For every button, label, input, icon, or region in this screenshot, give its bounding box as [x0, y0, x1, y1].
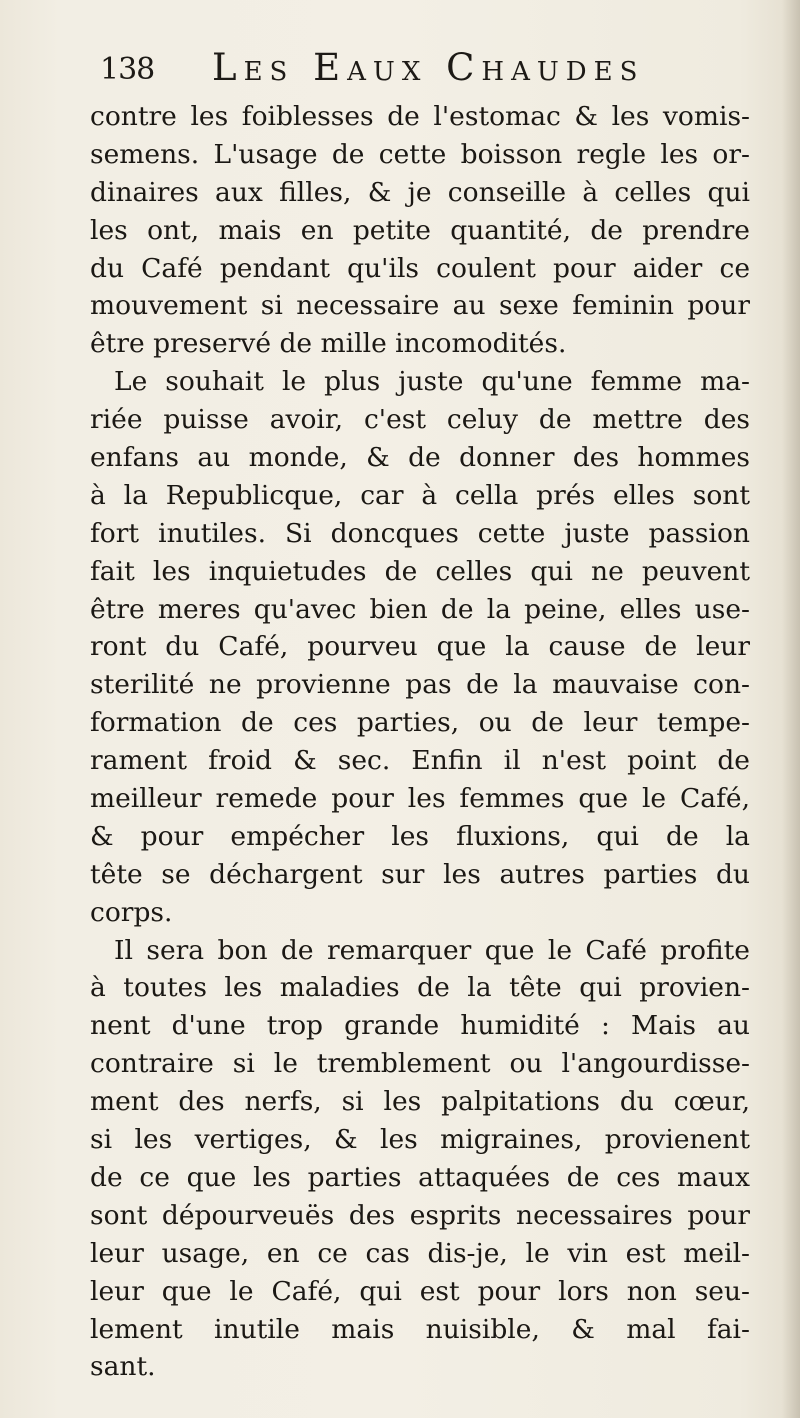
text-line: leur usage, en ce cas dis-je, le vin est meil-	[90, 1237, 750, 1269]
text-line: ront du Café, pourveu que la cause de leur	[90, 631, 750, 663]
text-line: corps.	[90, 896, 173, 928]
running-title: Les Eaux Chaudes	[212, 46, 645, 89]
page-number: 138	[100, 52, 155, 87]
text-line: fait les inquietudes de celles qui ne peuvent	[90, 555, 750, 587]
text-line: lement inutile mais nuisible, & mal fai-	[90, 1313, 750, 1345]
body-text	[90, 98, 750, 1386]
text-line: être meres qu'avec bien de la peine, elles use-	[90, 593, 750, 625]
text-line: Il sera bon de remarquer que le Café profite	[114, 934, 750, 966]
text-line: tête se déchargent sur les autres parties du	[90, 858, 750, 890]
page-edge-shadow	[782, 0, 800, 1418]
text-line: de ce que les parties attaquées de ces maux	[90, 1161, 750, 1193]
text-line: à toutes les maladies de la tête qui provien-	[90, 972, 750, 1004]
text-line: ment des nerfs, si les palpitations du cœur,	[90, 1086, 750, 1118]
text-line: dinaires aux filles, & je conseille à celles qui	[90, 176, 750, 208]
text-line: les ont, mais en petite quantité, de prendre	[90, 214, 750, 246]
text-line: Le souhait le plus juste qu'une femme ma-	[114, 366, 750, 398]
text-line: être preservé de mille incomodités.	[90, 328, 567, 360]
text-line: rament froid & sec. Enfin il n'est point de	[90, 745, 750, 777]
text-line: leur que le Café, qui est pour lors non seu-	[90, 1275, 750, 1307]
text-line: contraire si le tremblement ou l'angourdisse-	[90, 1048, 750, 1080]
text-line: nent d'une trop grande humidité : Mais au	[90, 1010, 750, 1042]
text-line: mouvement si necessaire au sexe feminin pour	[90, 290, 750, 322]
text-line: riée puisse avoir, c'est celuy de mettre des	[90, 404, 750, 436]
page-header	[100, 44, 750, 94]
text-line: sterilité ne provienne pas de la mauvaise con-	[90, 669, 750, 701]
text-line: enfans au monde, & de donner des hommes	[90, 442, 750, 474]
text-line: du Café pendant qu'ils coulent pour aider ce	[90, 252, 750, 284]
text-line: si les vertiges, & les migraines, provienent	[90, 1124, 750, 1156]
text-line: formation de ces parties, ou de leur tempe-	[90, 707, 750, 739]
text-line: meilleur remede pour les femmes que le Café,	[90, 783, 750, 815]
text-line: sont dépourveuës des esprits necessaires pour	[90, 1199, 750, 1231]
text-line: & pour empécher les fluxions, qui de la	[90, 820, 750, 852]
text-line: contre les foiblesses de l'estomac & les vomis-	[90, 101, 750, 132]
text-line: à la Republicque, car à cella prés elles sont	[90, 479, 750, 511]
text-line: semens. L'usage de cette boisson regle les or-	[90, 138, 750, 170]
text-line: sant.	[90, 1351, 156, 1383]
text-line: fort inutiles. Si doncques cette juste passion	[90, 517, 750, 549]
